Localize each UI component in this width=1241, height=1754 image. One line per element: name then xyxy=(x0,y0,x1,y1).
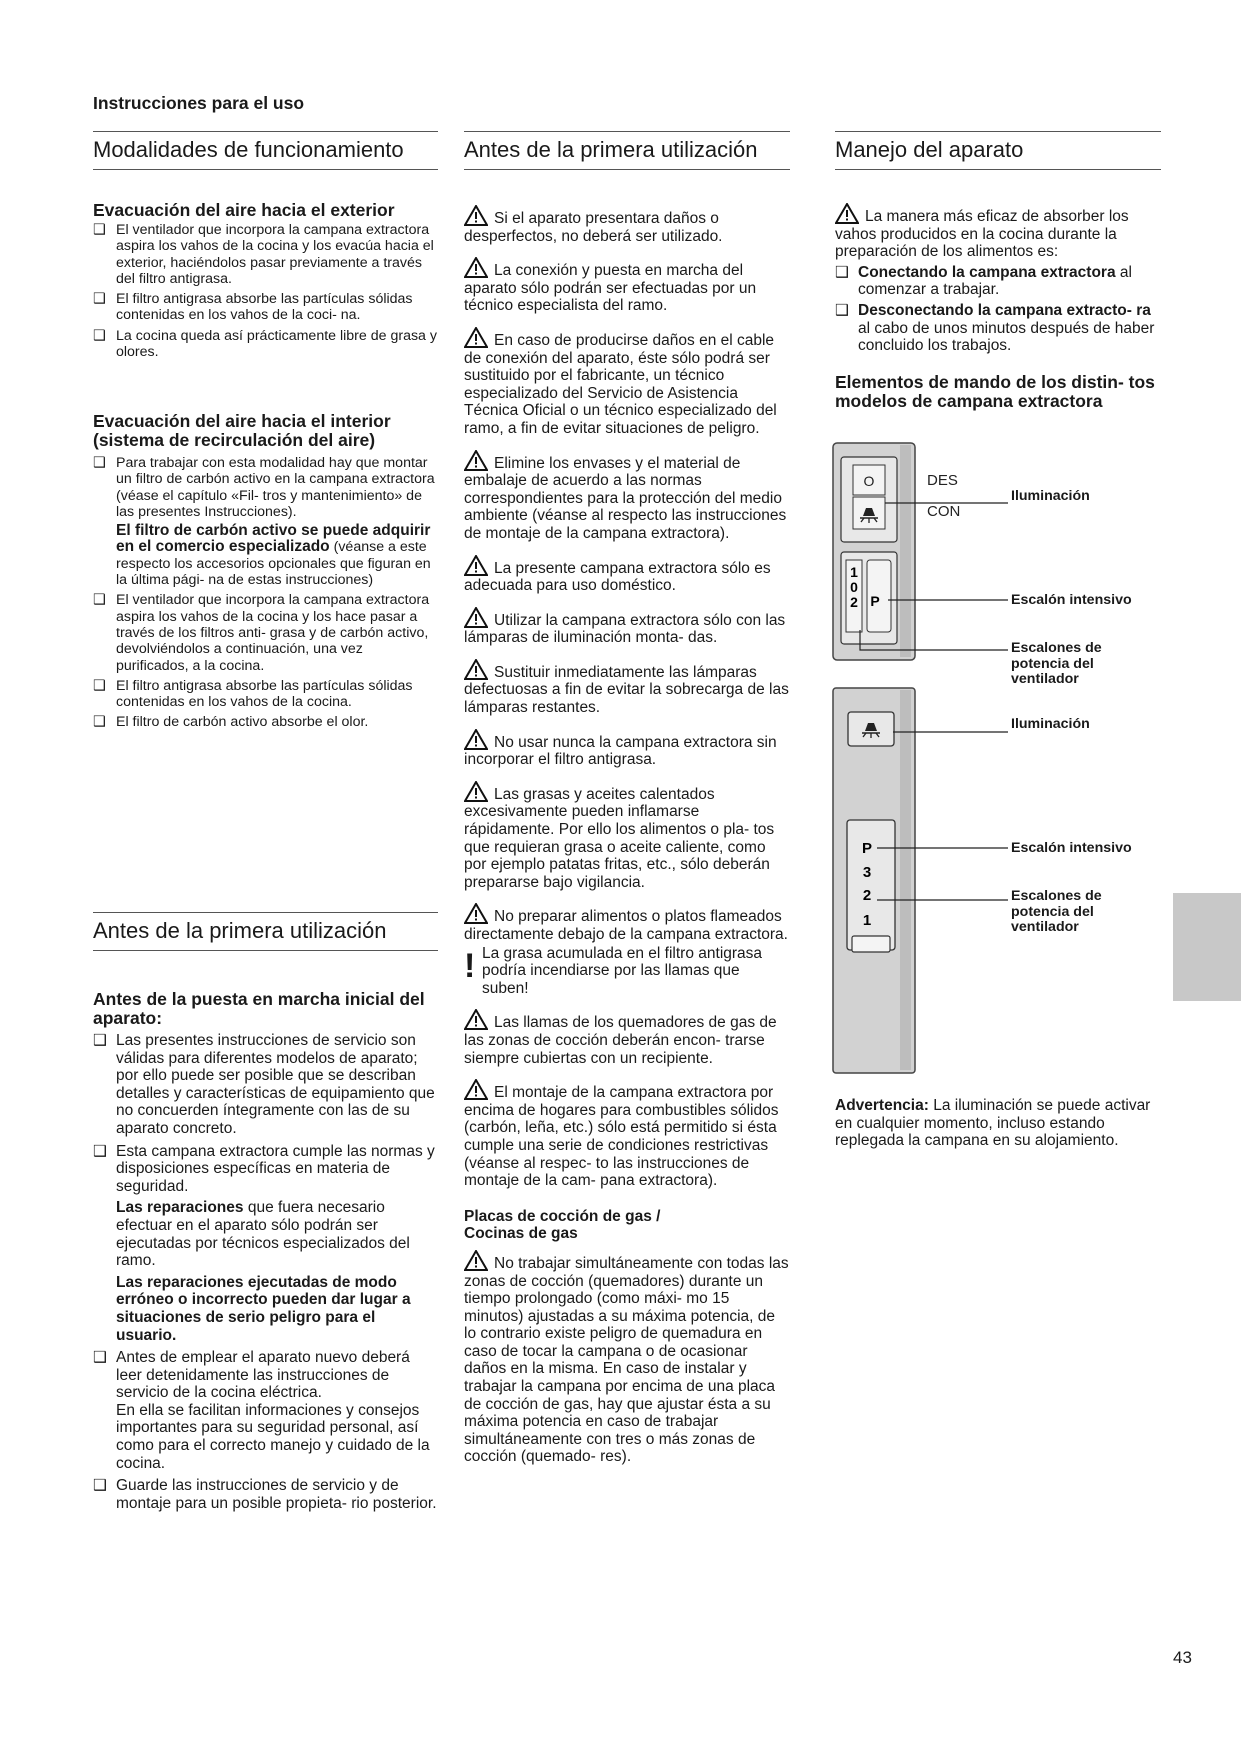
slider-knob[interactable] xyxy=(852,936,890,952)
column-1-second xyxy=(93,912,438,951)
section-heading: Evacuación del aire hacia el exterior xyxy=(93,200,395,220)
list-item: ❑ Esta campana extractora cumple las normas y disposiciones específicas en materia de seguridad. xyxy=(93,1142,435,1195)
warning-text: Las reparaciones ejecutadas de modo erróneo o incorrecto pueden dar lugar a situaciones de serio peligro para el usuario. xyxy=(116,1273,411,1344)
fire-note: ! La grasa acumulada en el filtro antigrasa podría incendiarse por las llamas que suben! xyxy=(464,944,763,997)
warning-item: Las llamas de los quemadores de gas de las zonas de cocción deberán encon- trarse siempre cubiertas con un recipiente. xyxy=(464,1009,790,1067)
column-2 xyxy=(464,131,790,170)
warning-triangle-icon xyxy=(464,729,488,750)
intensive-label: P xyxy=(870,593,880,609)
level-label: P xyxy=(861,840,873,857)
warning-item: Si el aparato presentara daños o desperfectos, no deberá ser utilizado. xyxy=(464,205,790,245)
list-item: ❑ Antes de emplear el aparato nuevo deberá leer detenidamente las instrucciones de servicio de la cocina eléctrica. xyxy=(93,1349,410,1402)
column-1 xyxy=(93,131,438,170)
note: El filtro de carbón activo se puede adquirir en el comercio especializado (véanse a este respecto los accesorios opcionales que figuran en la última pági- na de estas instrucciones) xyxy=(116,522,431,589)
warning-item: Sustituir inmediatamente las lámparas defectuosas a fin de evitar la sobrecarga de las lámparas restantes. xyxy=(464,659,790,717)
warning-triangle-icon xyxy=(464,1079,488,1100)
warning-triangle-icon xyxy=(464,659,488,680)
controls-heading: Elementos de mando de los distin- tos modelos de campana extractora xyxy=(835,371,1155,411)
warning-item: La conexión y puesta en marcha del aparato sólo podrán ser efectuadas por un técnico especialista del ramo. xyxy=(464,257,790,315)
section-title: Antes de la primera utilización xyxy=(464,131,790,170)
panel-edge xyxy=(900,690,911,1070)
warning-triangle-icon xyxy=(464,903,488,924)
list-item: ❑ Guarde las instrucciones de servicio y de montaje para un posible propieta- rio posterior. xyxy=(93,1477,437,1512)
level-label: 0 xyxy=(850,579,858,595)
warning-item: En caso de producirse daños en el cable de conexión del aparato, éste sólo podrá ser sustituido por el fabricante, un técnico especializado del Servicio de Asistencia Técnica Oficial o un técnico especializado del ramo, a fin de evitar situaciones de peligro. xyxy=(464,327,790,438)
note: En ella se facilitan informaciones y consejos importantes para su seguridad personal, así como para el correcto manejo y cuidado de la cocina. xyxy=(116,1401,430,1472)
fan-levels-label: Escalones de potencia del ventilador xyxy=(1011,640,1102,687)
section-title: Modalidades de funcionamiento xyxy=(93,131,438,170)
warning-triangle-icon xyxy=(464,327,488,348)
gas-heading: Placas de cocción de gas / Cocinas de gas xyxy=(464,1207,661,1243)
list-item: ❑ Desconectando la campana extracto- ra al cabo de unos minutos después de haber concluido los trabajos. xyxy=(835,301,1155,355)
before-start-section xyxy=(93,990,438,1512)
column-3 xyxy=(835,131,1161,170)
section-title: Manejo del aparato xyxy=(835,131,1161,170)
thumb-tab xyxy=(1173,893,1241,1001)
off-label: DES xyxy=(927,472,958,489)
section-heading: Evacuación del aire hacia el interior (sistema de recirculación del aire) xyxy=(93,411,391,450)
warning-item: Las grasas y aceites calentados excesivamente pueden inflamarse rápidamente. Por ello los alimentos o pla- tos que requieran grasa o aceite caliente, como por ejemplo patatas fritas, etc., sólo deberán prepararse bajo vigilancia. xyxy=(464,781,790,892)
list-item: ❑ El filtro de carbón activo absorbe el olor. xyxy=(93,714,369,731)
controls-diagram xyxy=(830,440,1160,1080)
warning-note: Advertencia: La iluminación se puede activar en cualquier momento, incluso estando replegada la campana en su alojamiento. xyxy=(835,1097,1151,1150)
warning-item: El montaje de la campana extractora por encima de hogares para combustibles sólidos (carbón, leña, etc.) sólo está permitido si ésta cumple una serie de condiciones restrictivas (véanse al respec- to las instrucciones de montaje de la cam- pana extractora). xyxy=(464,1079,790,1190)
list-item: ❑ Las presentes instrucciones de servicio son válidas para diferentes modelos de aparato; por ello puede ser posible que se describan detalles y características de equipamiento que no concuerden íntegramente con las de su aparato concreto. xyxy=(93,1032,435,1137)
warning-item: Elimine los envases y el material de embalaje de acuerdo a las normas correspondientes para la protección del medio ambiente (véanse al respecto las instrucciones de montaje de la campana extractora). xyxy=(464,450,790,543)
level-label: 2 xyxy=(862,887,872,904)
level-label: 1 xyxy=(862,912,872,929)
level-label: 1 xyxy=(850,564,858,580)
exclamation-icon: ! xyxy=(464,946,476,985)
warning-item: Utilizar la campana extractora sólo con las lámparas de iluminación monta- das. xyxy=(464,607,790,647)
level-label: 3 xyxy=(862,864,872,881)
warning-triangle-icon xyxy=(464,555,488,576)
list-item: ❑ El filtro antigrasa absorbe las partículas sólidas contenidas en los vahos de la coci- na. xyxy=(93,291,413,324)
warning-item: No trabajar simultáneamente con todas las zonas de cocción (quemadores) durante un tiempo prolongado (como máxi- mo 15 minutos) ajustadas a su máxima potencia, de lo contrario existe peligro de quemadura en caso de tocar la campana o de ocasionar daños en la misma. En caso de instalar y trabajar la campana por encima de una placa de cocción de gas, hay que ajustar ésta a su máxima potencia en caso de trabajar simultáneamente con tres o más zonas de cocción (quemado- res). xyxy=(464,1250,790,1466)
warning-triangle-icon xyxy=(464,1009,488,1030)
panel-edge xyxy=(900,445,911,657)
lighting-label: Iluminación xyxy=(1011,716,1090,732)
section-heading: Antes de la puesta en marcha inicial del aparato: xyxy=(93,989,425,1028)
warning-item: La presente campana extractora sólo es adecuada para uso doméstico. xyxy=(464,555,790,595)
warning-triangle-icon xyxy=(464,257,488,278)
on-label: CON xyxy=(927,503,961,520)
warning-triangle-icon xyxy=(464,781,488,802)
warning-triangle-icon xyxy=(464,205,488,226)
list-item: ❑ El ventilador que incorpora la campana extractora aspira los vahos de la cocina y los hace pasar a través de los filtros anti- grasa y de carbón activo, devolviéndolos a continuación, una vez purificados, a la cocina. xyxy=(93,592,430,674)
page-number: 43 xyxy=(1173,1648,1192,1667)
level-label: 2 xyxy=(850,594,858,610)
section-title: Antes de la primera utilización xyxy=(93,912,438,951)
list-item: ❑ Conectando la campana extractora al comenzar a trabajar. xyxy=(835,263,1132,299)
warning-item: No preparar alimentos o platos flameados directamente debajo de la campana extractora. xyxy=(464,903,790,943)
warning-triangle-icon xyxy=(464,1250,488,1271)
running-title: Instrucciones para el uso xyxy=(93,93,305,113)
recirculation-section xyxy=(93,412,438,731)
warning-triangle-icon xyxy=(464,607,488,628)
fan-levels-label: Escalones de potencia del ventilador xyxy=(1011,888,1102,935)
intro-text: La manera más eficaz de absorber los vahos producidos en la cocina durante la preparación de los alimentos es: xyxy=(835,203,1161,261)
list-item: ❑ La cocina queda así prácticamente libre de grasa y olores. xyxy=(93,327,437,361)
exhaust-outside-section xyxy=(93,201,438,360)
warning-triangle-icon xyxy=(835,203,859,224)
intensive-level-label: Escalón intensivo xyxy=(1011,840,1132,856)
note: Las reparaciones que fuera necesario efectuar en el aparato sólo podrán ser ejecutadas por técnicos especializados del ramo. xyxy=(116,1199,410,1270)
warning-triangle-icon xyxy=(464,450,488,471)
list-item: ❑ El ventilador que incorpora la campana extractora aspira los vahos de la cocina y los evacúa hacia el exterior, haciéndolos pasar previamente a través del filtro antigrasa. xyxy=(93,222,434,287)
operation-intro xyxy=(835,203,1161,411)
list-item: ❑ Para trabajar con esta modalidad hay que montar un filtro de carbón activo en la campana extractora (véase el capítulo «Fil- tros y mantenimiento» de las presentes Instrucciones). xyxy=(93,455,435,520)
intensive-level-label: Escalón intensivo xyxy=(1011,592,1132,608)
off-symbol: O xyxy=(863,473,875,489)
list-item: ❑ El filtro antigrasa absorbe las partículas sólidas contenidas en los vahos de la cocina. xyxy=(93,677,413,711)
warning-item: No usar nunca la campana extractora sin incorporar el filtro antigrasa. xyxy=(464,729,790,769)
warnings-list xyxy=(464,205,790,1466)
lighting-label: Iluminación xyxy=(1011,488,1090,504)
